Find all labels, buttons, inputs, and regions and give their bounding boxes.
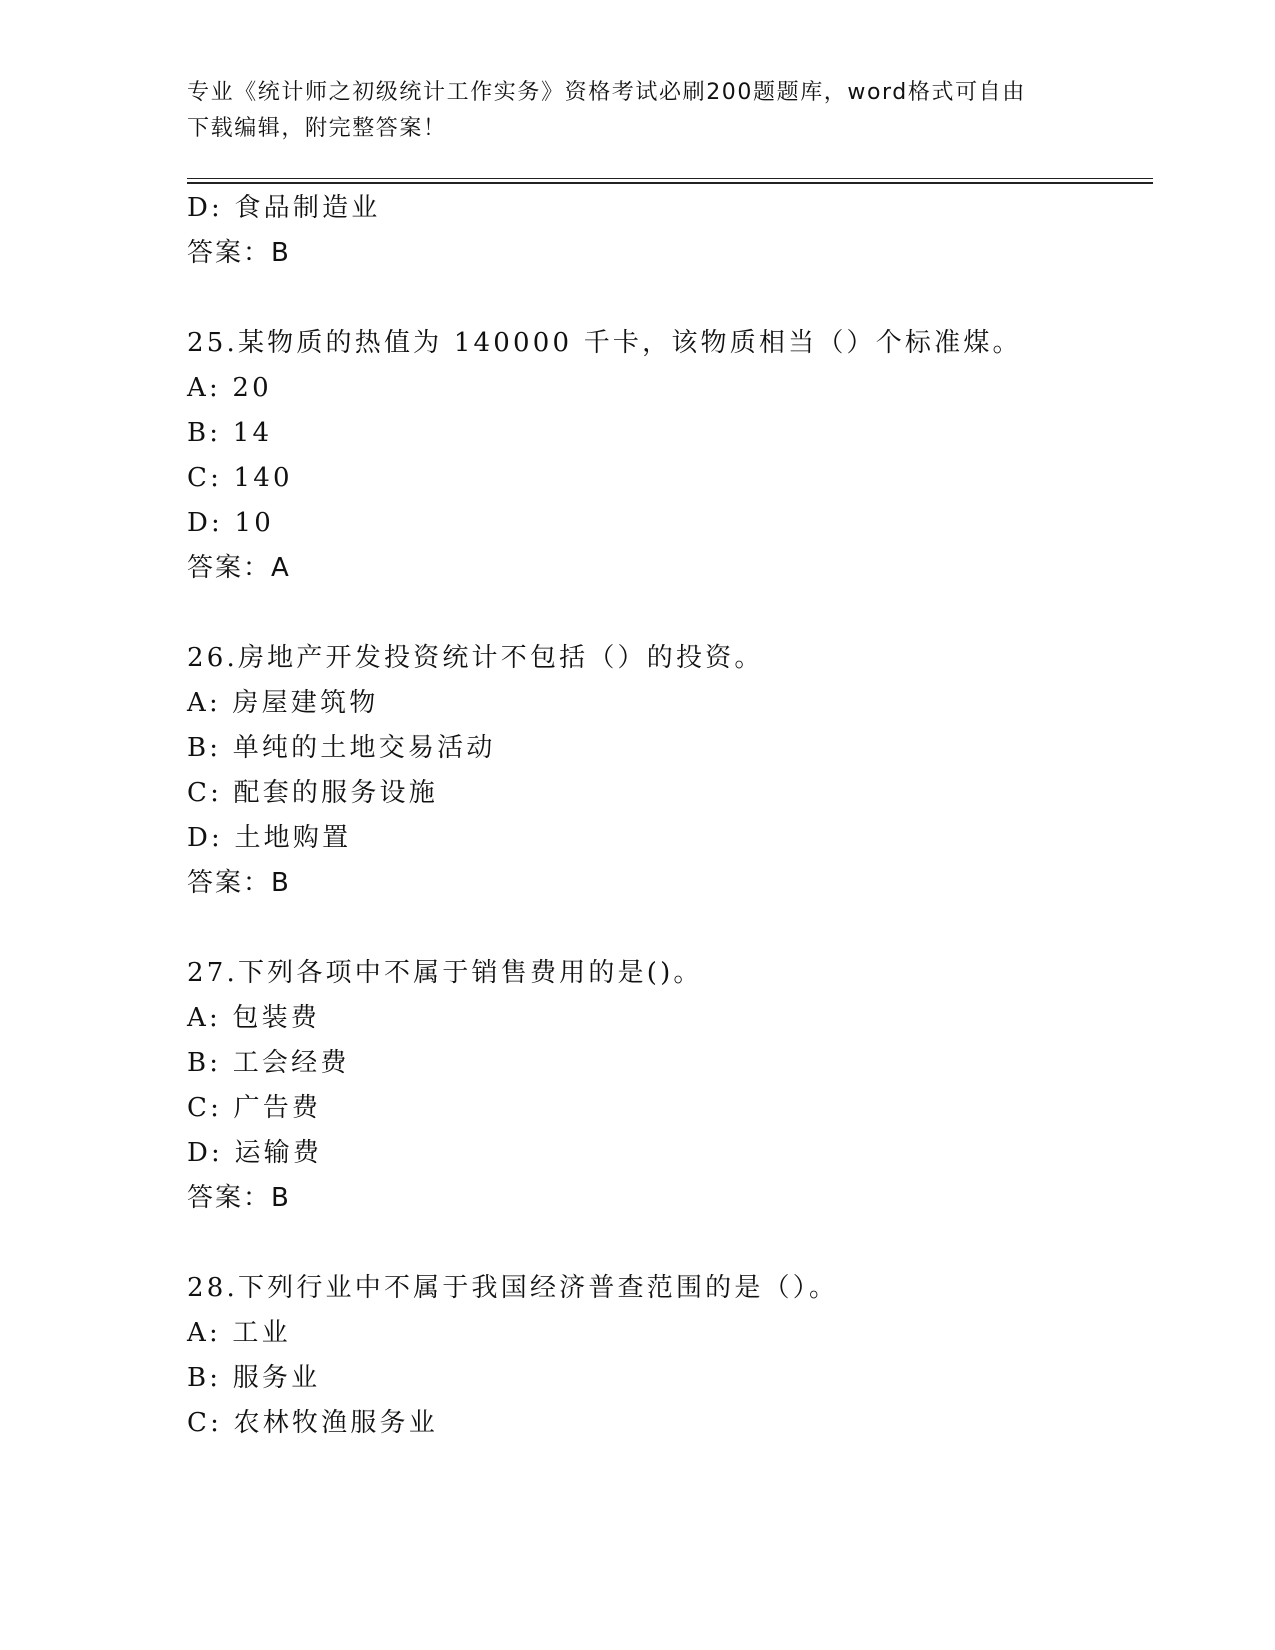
q27-option-b: B: 工会经费 <box>187 1048 350 1078</box>
q25-option-d: D: 10 <box>187 508 274 538</box>
q27-option-c: C: 广告费 <box>187 1093 322 1123</box>
prev-option-d: D: 食品制造业 <box>187 193 381 223</box>
q26-option-d: D: 土地购置 <box>187 823 352 853</box>
document-header <box>187 75 1087 147</box>
q26-option-a: A: 房屋建筑物 <box>187 688 379 718</box>
q28-option-a: A: 工业 <box>187 1318 291 1348</box>
q26-option-b: B: 单纯的土地交易活动 <box>187 733 496 763</box>
q27-answer: 答案：B <box>187 1183 291 1213</box>
header-line-2: 下载编辑，附完整答案！ <box>187 116 447 141</box>
q26-option-c: C: 配套的服务设施 <box>187 778 438 808</box>
q25-option-c: C: 140 <box>187 463 293 493</box>
q26-answer: 答案：B <box>187 868 291 898</box>
q27-stem: 27.下列各项中不属于销售费用的是()。 <box>187 958 703 988</box>
q28-option-b: B: 服务业 <box>187 1363 321 1393</box>
header-divider-bottom <box>187 182 1153 184</box>
q25-stem: 25.某物质的热值为 140000 千卡，该物质相当（）个标准煤。 <box>187 328 1022 358</box>
q27-option-d: D: 运输费 <box>187 1138 323 1168</box>
header-divider-top <box>187 178 1153 179</box>
q28-option-c: C: 农林牧渔服务业 <box>187 1408 438 1438</box>
q25-answer: 答案：A <box>187 553 291 583</box>
q25-option-a: A: 20 <box>187 373 272 403</box>
q28-stem: 28.下列行业中不属于我国经济普查范围的是（）。 <box>187 1273 839 1303</box>
q27-option-a: A: 包装费 <box>187 1003 321 1033</box>
q26-stem: 26.房地产开发投资统计不包括（）的投资。 <box>187 643 764 673</box>
q25-option-b: B: 14 <box>187 418 273 448</box>
prev-answer: 答案：B <box>187 238 291 268</box>
header-line-1: 专业《统计师之初级统计工作实务》资格考试必刷200题题库，word格式可自由 <box>187 80 1026 105</box>
